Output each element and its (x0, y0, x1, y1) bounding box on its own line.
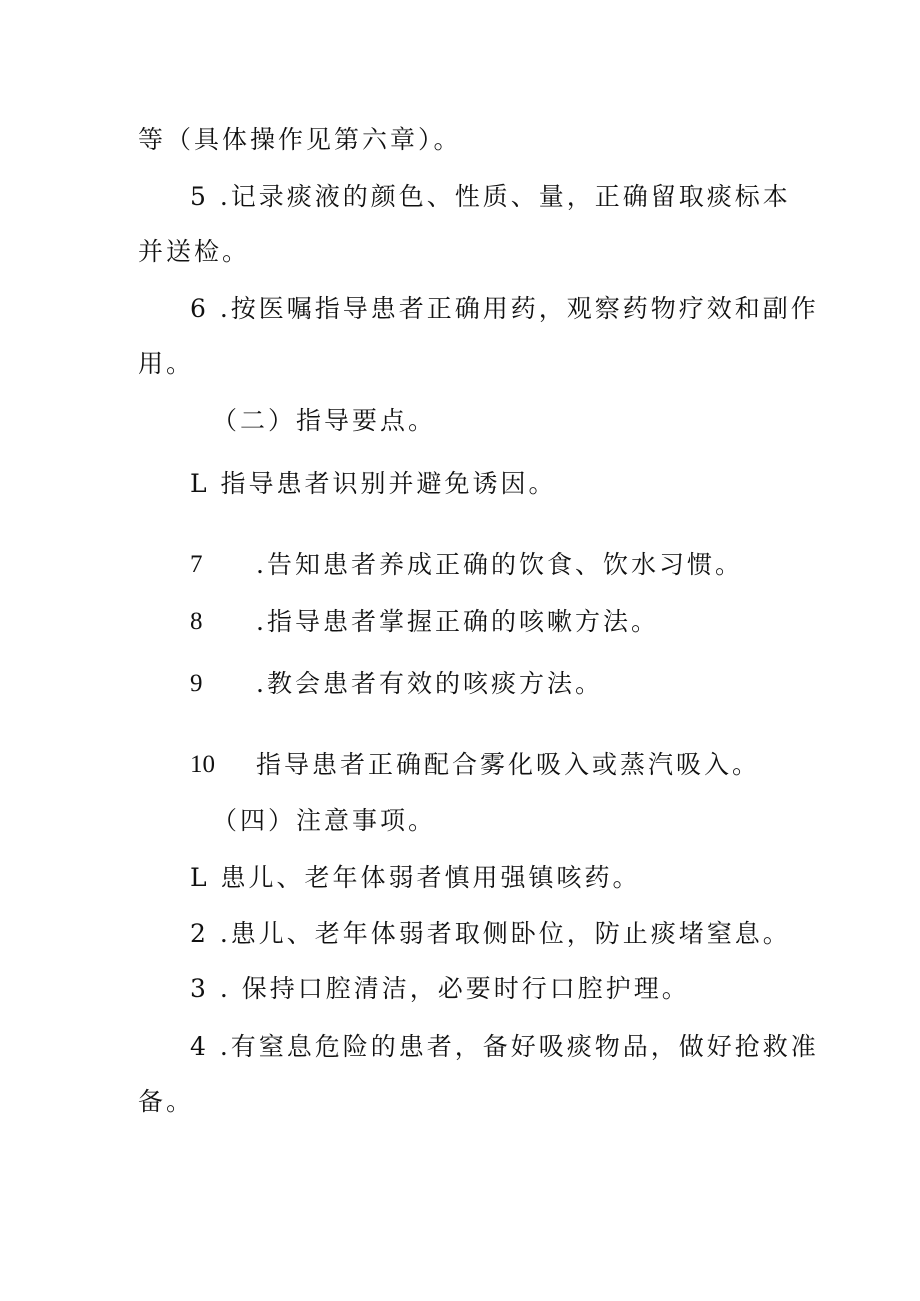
paragraph-continuation: 等（具体操作见第六章）。 (138, 125, 462, 154)
list-item-1: L 指导患者识别并避免诱因。 (190, 469, 557, 498)
precaution-item-1: L 患儿、老年体弱者慎用强镇咳药。 (190, 863, 641, 892)
list-item-8-number: 8 (190, 608, 203, 635)
list-item-7-number: 7 (190, 551, 203, 578)
list-item-6: 6 .按医嘱指导患者正确用药，观察药物疗效和副作 (190, 294, 819, 323)
list-item-7-text: .告知患者养成正确的饮食、饮水习惯。 (256, 550, 743, 579)
list-item-10-number: 10 (190, 751, 215, 778)
precaution-item-4: 4 .有窒息危险的患者，备好吸痰物品，做好抢救准 (190, 1032, 819, 1061)
precaution-item-3: 3 . 保持口腔清洁，必要时行口腔护理。 (190, 974, 690, 1003)
list-item-5: 5 .记录痰液的颜色、性质、量，正确留取痰标本 (190, 182, 791, 211)
list-item-9-number: 9 (190, 670, 203, 697)
list-item-9-text: .教会患者有效的咳痰方法。 (256, 669, 603, 698)
section-heading-guidance: （二）指导要点。 (212, 406, 437, 435)
section-heading-precautions: （四）注意事项。 (212, 806, 437, 835)
precaution-item-2: 2 .患儿、老年体弱者取侧卧位，防止痰堵窒息。 (190, 919, 791, 948)
list-item-8-text: .指导患者掌握正确的咳嗽方法。 (256, 607, 659, 636)
list-item-5-continuation: 并送检。 (138, 237, 251, 266)
list-item-10-text: 指导患者正确配合雾化吸入或蒸汽吸入。 (256, 750, 761, 779)
list-item-6-continuation: 用。 (138, 349, 195, 378)
precaution-item-4-continuation: 备。 (138, 1087, 195, 1116)
